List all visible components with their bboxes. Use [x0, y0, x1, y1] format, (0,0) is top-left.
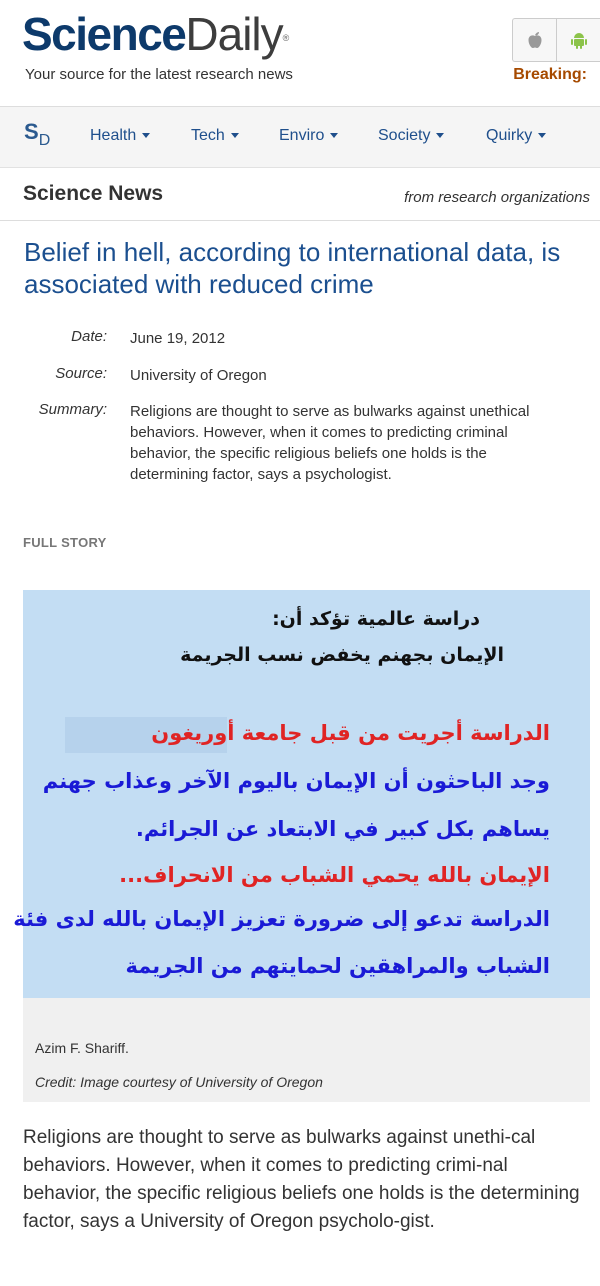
full-story-label: FULL STORY [23, 535, 107, 550]
image-text-line: الدراسة أجريت من قبل جامعة أوريغون [151, 721, 550, 745]
image-text-line: يساهم بكل كبير في الابتعاد عن الجرائم. [135, 817, 550, 841]
main-nav [0, 107, 600, 168]
chevron-down-icon [538, 133, 546, 138]
chevron-down-icon [436, 133, 444, 138]
image-text-line: الشباب والمراهقين لحمايتهم من الجريمة [125, 954, 550, 978]
date-value: June 19, 2012 [130, 330, 226, 347]
tagline: Your source for the latest research news [25, 66, 293, 83]
summary-value: Religions are thought to serve as bulwarks against unethical behaviors. However, when it comes to predicting criminal behavior, the specific religious beliefs one holds is the determining factor, says a psychologist. [130, 403, 530, 483]
article-headline: Belief in hell, according to international data, is associated with reduced crime [24, 237, 561, 299]
android-icon[interactable] [571, 31, 587, 49]
apple-icon[interactable] [527, 31, 543, 49]
nav-item-tech[interactable]: Tech [191, 127, 239, 145]
nav-item-society[interactable]: Society [378, 127, 444, 145]
image-caption: Azim F. Shariff. [35, 1040, 129, 1056]
article-image [13, 590, 590, 998]
article-body: Religions are thought to serve as bulwarks against unethi-cal behaviors. However, when it comes to predicting crimi-nal behavior, the specific religious beliefs one holds is the determining factor, says a University of Oregon psycholo-gist. [23, 1127, 580, 1232]
source-value: University of Oregon [130, 367, 267, 384]
image-caption-box [23, 998, 590, 1102]
summary-label: Summary: [38, 401, 107, 418]
site-logo[interactable]: ScienceDaily® [22, 8, 288, 60]
chevron-down-icon [231, 133, 239, 138]
app-links-divider [556, 19, 557, 61]
app-links [512, 18, 600, 62]
nav-item-health[interactable]: Health [90, 127, 150, 145]
nav-item-enviro[interactable]: Enviro [279, 127, 338, 145]
chevron-down-icon [142, 133, 150, 138]
image-text-line: الدراسة تدعو إلى ضرورة تعزيز الإيمان بالله لدى فئة [13, 907, 550, 931]
section-subtitle: from research organizations [404, 189, 590, 206]
site-header [0, 0, 600, 107]
date-label: Date: [71, 328, 107, 345]
image-text-line: دراسة عالمية تؤكد أن: [272, 608, 480, 630]
section-title: Science News [23, 182, 164, 205]
chevron-down-icon [330, 133, 338, 138]
image-text-line: الإيمان بجهنم يخفض نسب الجريمة [180, 644, 504, 666]
breaking-label: Breaking: [513, 66, 587, 83]
image-text-line: وجد الباحثون أن الإيمان باليوم الآخر وعذاب جهنم [42, 769, 550, 793]
source-label: Source: [55, 365, 107, 382]
image-credit: Credit: Image courtesy of University of Oregon [35, 1074, 323, 1090]
divider [0, 220, 600, 221]
nav-home-logo[interactable]: $S_D$ [24, 119, 51, 149]
image-text-line: الإيمان بالله يحمي الشباب من الانحراف... [119, 863, 550, 887]
nav-item-quirky[interactable]: Quirky [486, 127, 546, 145]
